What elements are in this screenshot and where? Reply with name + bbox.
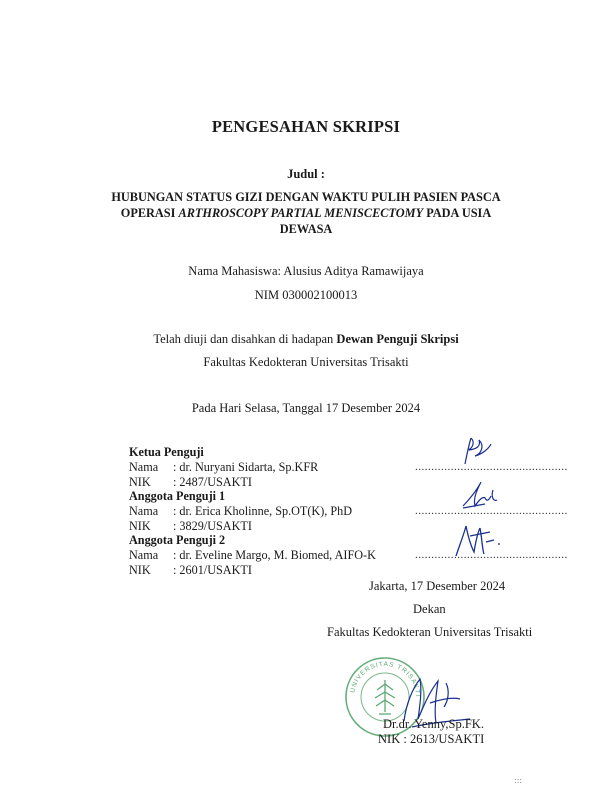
dean-position: Dekan xyxy=(413,602,446,616)
closing-place-date: Jakarta, 17 Desember 2024 xyxy=(369,579,506,593)
dean-faculty: Fakultas Kedokteran Universitas Trisakti xyxy=(327,625,533,639)
student-name: Nama Mahasiswa: Alusius Aditya Ramawijaya xyxy=(188,264,424,278)
approval-faculty: Fakultas Kedokteran Universitas Trisakti xyxy=(203,355,409,369)
approval-statement: Telah diuji dan disahkan di hadapan Dewan Penguji Skripsi xyxy=(153,332,459,346)
thesis-title-line-1: HUBUNGAN STATUS GIZI DENGAN WAKTU PULIH PASIEN PASCA xyxy=(111,190,501,204)
judul-label: Judul : xyxy=(287,167,325,181)
signature-line: ............................................... xyxy=(415,461,568,473)
examiner-role: Ketua Penguji xyxy=(129,445,204,459)
signature-anggota-1 xyxy=(455,478,505,512)
examiner-role: Anggota Penguji 2 xyxy=(129,533,226,547)
page-title: PENGESAHAN SKRIPSI xyxy=(211,117,401,136)
signature-line: ............................................... xyxy=(415,505,568,517)
signature-anggota-2 xyxy=(450,522,510,562)
examiner-role: Anggota Penguji 1 xyxy=(129,489,226,503)
dean-nik: NIK : 2613/USAKTI xyxy=(378,732,485,746)
examiner-table: Ketua Penguji Nama : dr. Nuryani Sidarta, Sp.KFR NIK : 2487/USAKTI ............................................... Anggota Penguji 1 Nama : dr. Erica Kholinne, Sp.OT(K), PhD NIK : 3829/USAKTI ............................................... Anggota Penguji 2 Nama : dr. Eveline Margo, M. Biomed, AIFO-K NIK : 2601/USAKTI ............................................... xyxy=(129,445,568,577)
thesis-title xyxy=(0,189,612,237)
exam-date: Pada Hari Selasa, Tanggal 17 Desember 2024 xyxy=(191,401,421,415)
signature-line: ............................................... xyxy=(415,549,568,561)
corner-mark: ::: xyxy=(514,776,523,785)
dean-name: Dr.dr. Yenny,Sp.FK. xyxy=(383,717,484,731)
thesis-title-line-2: OPERASI ARTHROSCOPY PARTIAL MENISCECTOMY PADA USIA xyxy=(120,206,492,220)
svg-text:UNIVERSITAS TRISAKTI: UNIVERSITAS TRISAKTI xyxy=(349,660,422,698)
thesis-title-line-3: DEWASA xyxy=(279,222,333,236)
student-nim: NIM 030002100013 xyxy=(254,288,358,302)
signature-ketua xyxy=(455,436,505,468)
